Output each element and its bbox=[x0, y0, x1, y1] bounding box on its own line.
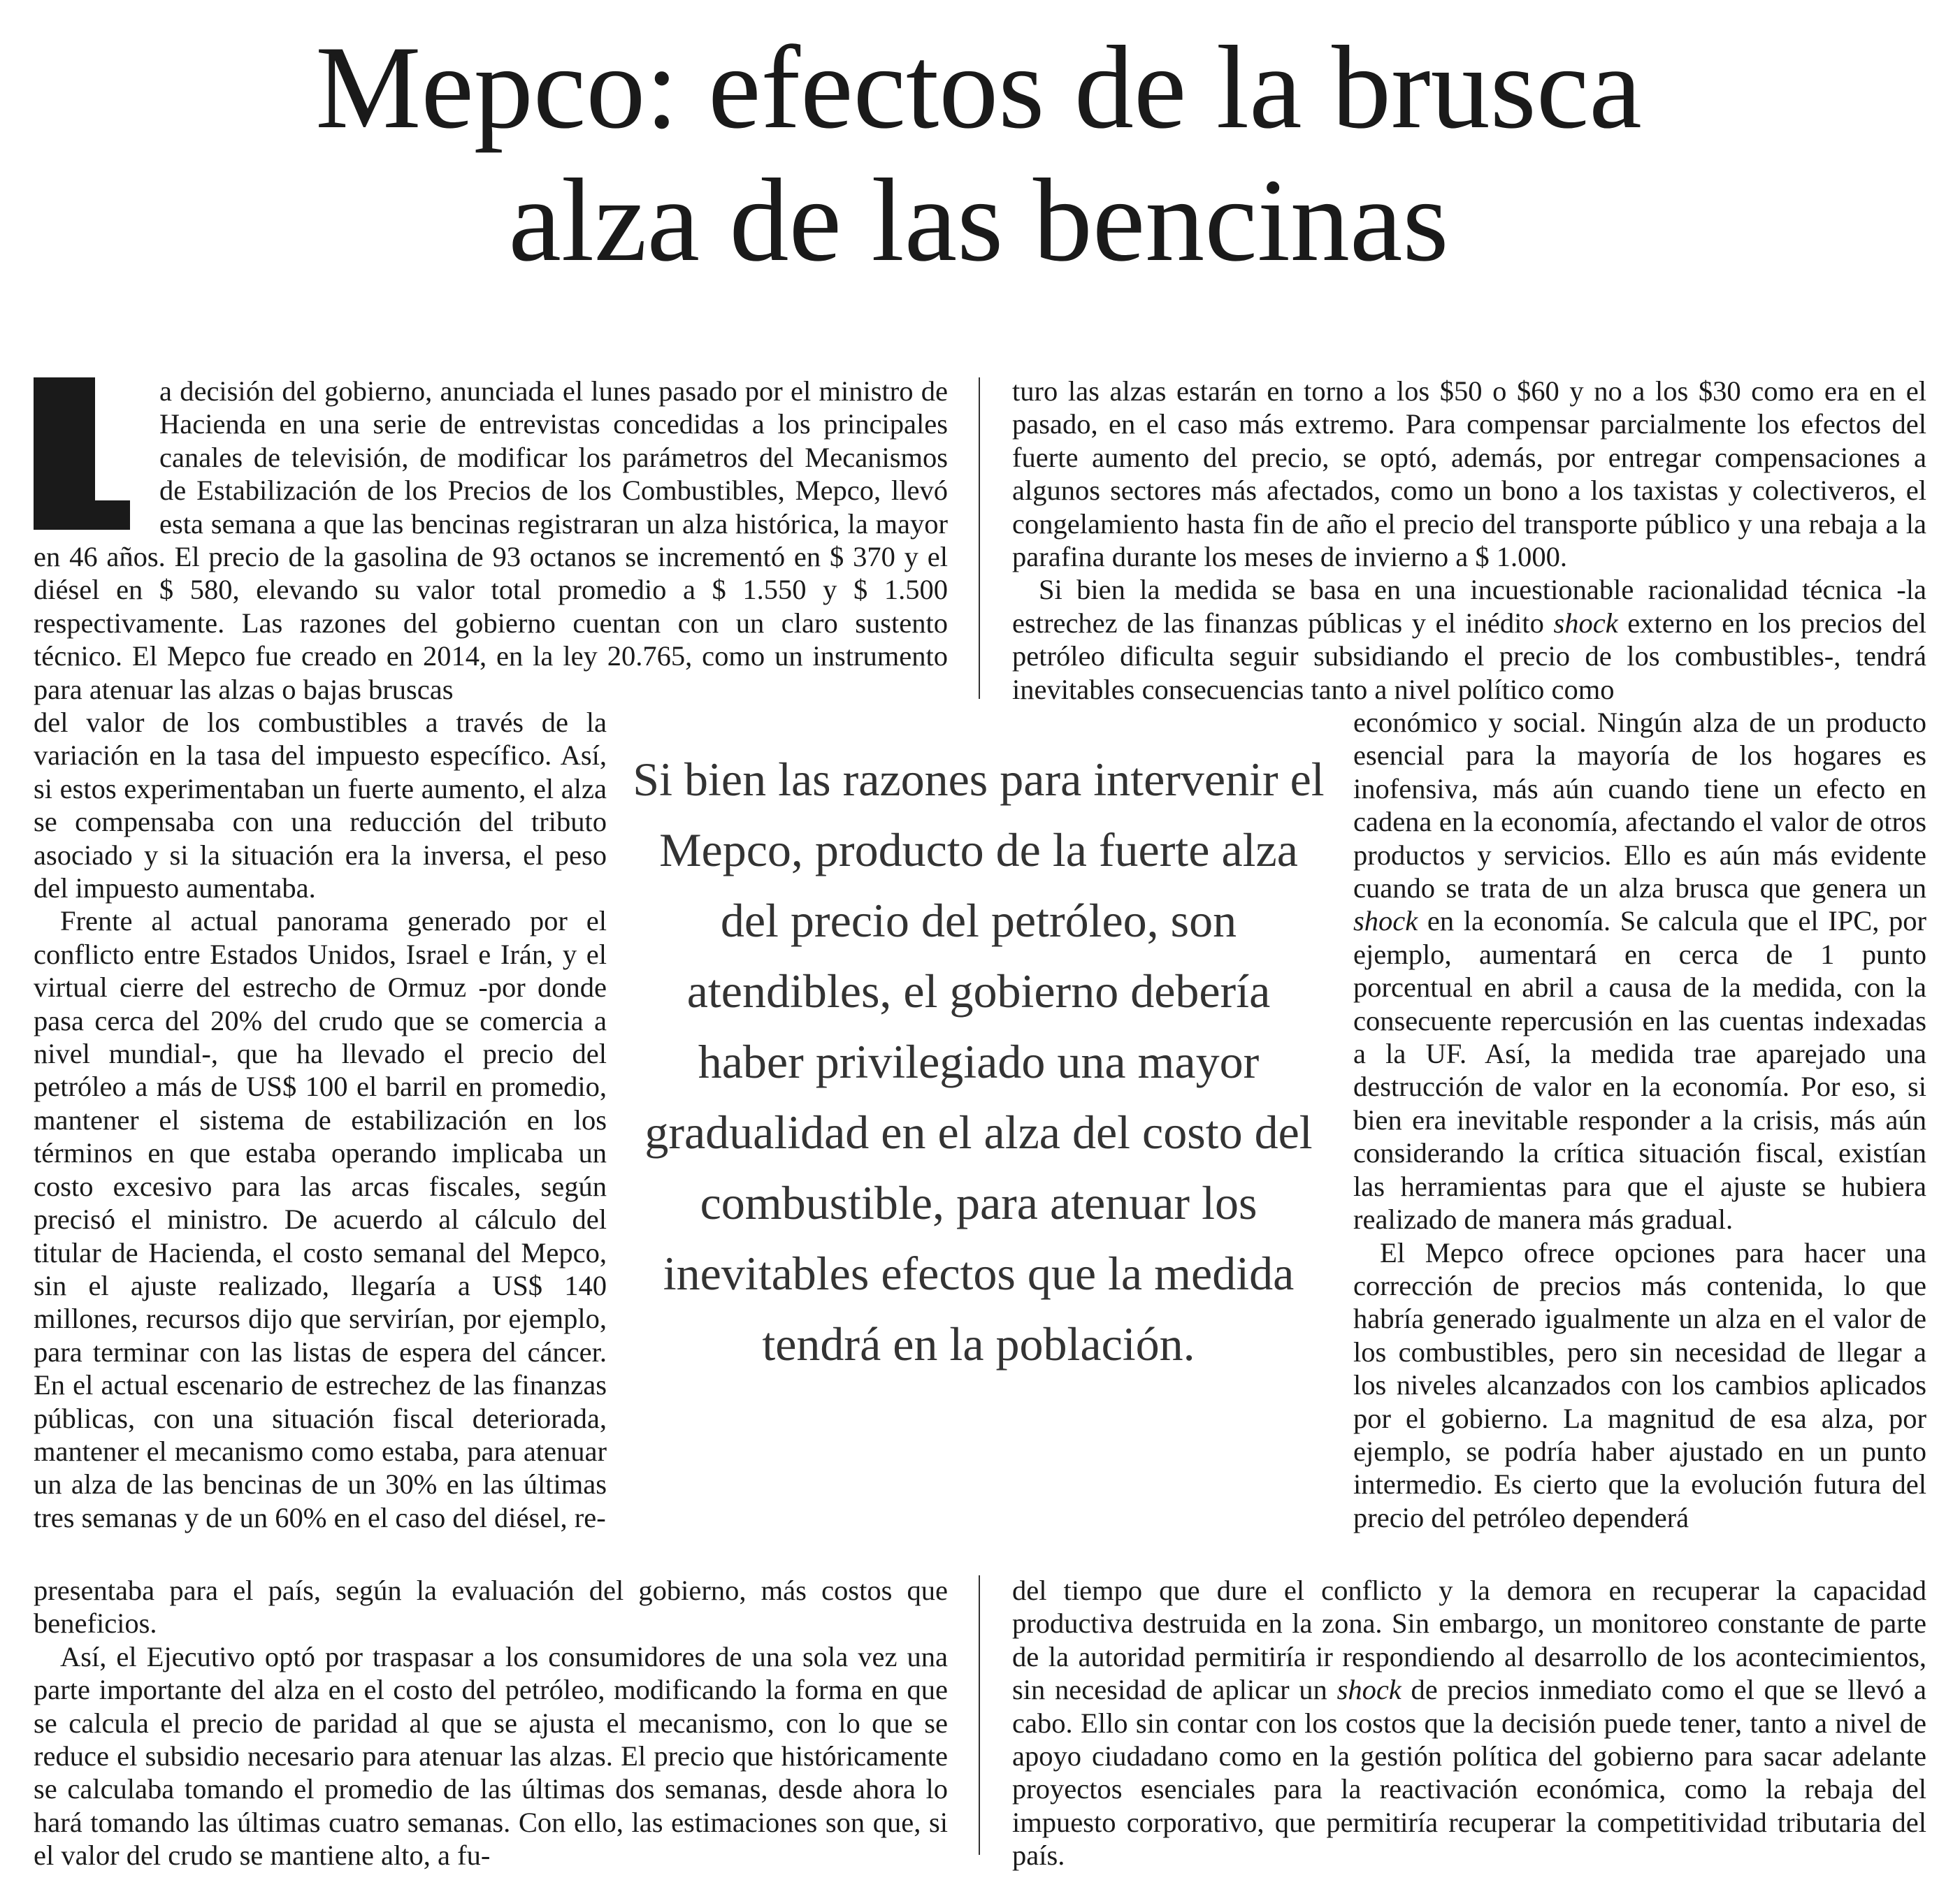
paragraph: turo las alzas estarán en torno a los $50 o $60 y no a los $30 como era en el pasado, en el caso más extremo. Para compensar parcialmente los efectos del fuerte aumento del precio, se optó, además, por entregar compensaciones a algunos sectores más afectados, como un bono a los taxistas y colectiveros, el congelamiento hasta fin de año el precio del transporte público y una rebaja a la parafina durante los meses de invierno a $ 1.000. bbox=[1012, 375, 1926, 573]
headline-line-1: Mepco: efectos de la brusca bbox=[315, 22, 1642, 153]
paragraph: del tiempo que dure el conflicto y la demora en recuperar la capacidad productiva destruida en la zona. Sin embargo, un monitoreo constante de parte de la autoridad permitiría ir respondiendo al desarrollo de los acontecimientos, sin necesidad de aplicar un shock de precios inmediato como el que se llevó a cabo. Ello sin contar con los costos que la decisión puede tener, tanto a nivel de apoyo ciudadano como en la gestión política del gobierno para sacar adelante proyectos esenciales para la reactivación económica, como la rebaja del impuesto corporativo, que permitiría recuperar la competitividad tributaria del país. bbox=[1012, 1575, 1927, 1872]
paragraph: económico y social. Ningún alza de un producto esencial para la mayoría de los hogares es inofensiva, más aún cuando tiene un efecto en cadena en la economía, afectando el valor de otros productos y servicios. Ello es aún más evidente cuando se trata de un alza brusca que genera un shock en la economía. Se calcula que el IPC, por ejemplo, aumentará en cerca de 1 punto porcentual en abril a causa de la medida, con la consecuente repercusión en las cuentas indexadas a la UF. Así, la medida trae aparejado una destrucción de valor en la economía. Por eso, si bien era inevitable responder a la crisis, más aún considerando la crítica situación fiscal, existían las herramientas para que el ajuste se hubiera realizado de manera más gradual. bbox=[1353, 707, 1926, 1236]
body-column-left-bottom bbox=[34, 1574, 948, 1872]
paragraph: a decisión del gobierno, anunciada el lunes pasado por el ministro de Hacienda en una serie de entrevistas concedidas a los principales canales de televisión, de modificar los parámetros del Mecanismos de Estabilización de los Precios de los Combustibles, Mepco, llevó esta semana a que las bencinas registraran un alza histórica, la mayor en 46 años. El precio de la gasolina de 93 octanos se incrementó en $ 370 y el diésel en $ 580, elevando su valor total promedio a $ 1.550 y $ 1.500 respectivamente. Las razones del gobierno cuentan con un claro sustento técnico. El Mepco fue creado en 2014, en la ley 20.765, como un instrumento para atenuar las alzas o bajas bruscas bbox=[34, 375, 948, 705]
headline-line-2: alza de las bencinas bbox=[508, 154, 1449, 286]
pull-quote: Si bien las razones para intervenir el Mepco, producto de la fuerte alza del precio del petróleo, son atendibles, el gobierno debería haber privilegiado una mayor gradualidad en el alza del costo del combustible, para atenuar los inevitables efectos que la medida tendrá en la población. bbox=[633, 753, 1325, 1371]
paragraph: Así, el Ejecutivo optó por traspasar a los consumidores de una sola vez una parte importante del alza en el costo del petróleo, modificando la forma en que se calcula el precio de paridad al que se ajusta el mecanismo, con lo que se reduce el subsidio necesario para atenuar las alzas. El precio que históricamente se calculaba tomando el promedio de las últimas dos semanas, desde ahora lo hará tomando las últimas cuatro semanas. Con ello, las estimaciones son que, si el valor del crudo se mantiene alto, a fu- bbox=[34, 1640, 948, 1872]
body-column-right-middle bbox=[1353, 706, 1926, 1534]
paragraph: Frente al actual panorama generado por el conflicto entre Estados Unidos, Israel e Irán, y el virtual cierre del estrecho de Ormuz -por donde pasa cerca del 20% del crudo que se comercia a nivel mundial-, que ha llevado el precio del petróleo a más de US$ 100 el barril en promedio, mantener el sistema de estabilización en los términos en que estaba operando implicaba un costo excesivo para las arcas fiscales, según precisó el ministro. De acuerdo al cálculo del titular de Hacienda, el costo semanal del Mepco, sin el ajuste realizado, llegaría a US$ 140 millones, recursos dijo que servirían, por ejemplo, para terminar con las listas de espera del cáncer. En el actual escenario de estrechez de las finanzas públicas, con una situación fiscal deteriorada, mantener el mecanismo como estaba, para atenuar un alza de las bencinas de un 30% en las últimas tres semanas y de un 60% en el caso del diésel, re- bbox=[34, 905, 607, 1533]
body-column-left-middle bbox=[34, 706, 607, 1534]
headline bbox=[140, 21, 1817, 287]
paragraph: Si bien la medida se basa en una incuestionable racionalidad técnica -la estrechez de las finanzas públicas y el inédito shock externo en los precios del petróleo dificulta seguir subsidiando el precio de los combustibles-, tendrá inevitables consecuencias tanto a nivel político como bbox=[1012, 574, 1926, 705]
body-column-left-top bbox=[34, 375, 948, 706]
paragraph: del valor de los combustibles a través de la variación en la tasa del impuesto específico. Así, si estos experimentaban un fuerte aumento, el alza se compensaba con una reducción del tributo asociado y si la situación era la inversa, el peso del impuesto aumentaba. bbox=[34, 707, 607, 904]
drop-cap-letter bbox=[34, 377, 130, 530]
paragraph: presentaba para el país, según la evaluación del gobierno, más costos que beneficios. bbox=[34, 1575, 948, 1640]
body-column-right-top bbox=[1012, 375, 1926, 706]
column-divider bbox=[979, 1575, 980, 1855]
paragraph: El Mepco ofrece opciones para hacer una corrección de precios más contenida, lo que habría generado igualmente un alza en el valor de los combustibles, pero sin necesidad de llegar a los niveles alcanzados con los cambios aplicados por el gobierno. La magnitud de esa alza, por ejemplo, se podría haber ajustado en un punto intermedio. Es cierto que la evolución futura del precio del petróleo dependerá bbox=[1353, 1236, 1926, 1533]
body-column-right-bottom bbox=[1012, 1574, 1926, 1872]
column-divider bbox=[979, 377, 980, 699]
